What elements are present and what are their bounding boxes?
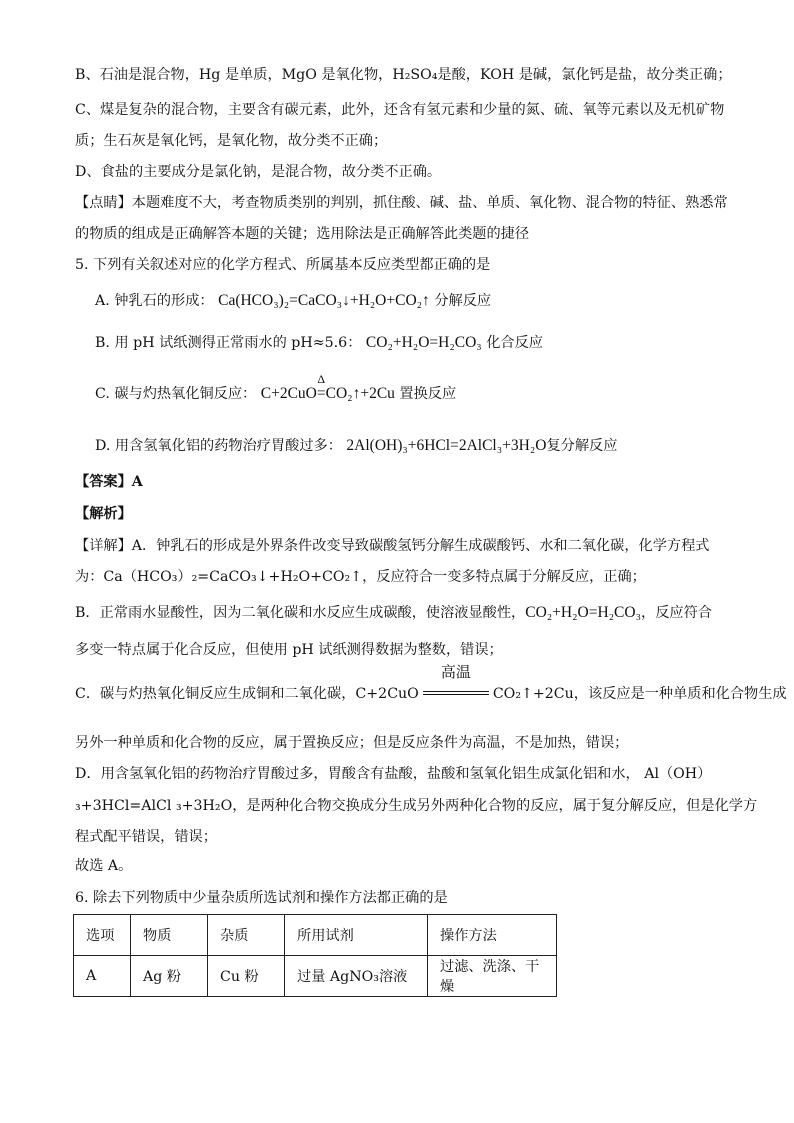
question-5-option-a — [95, 292, 491, 310]
detail-a-line1: 【详解】A．钟乳石的形成是外界条件改变导致碳酸氢钙分解生成碳酸钙、水和二氧化碳，化学方程式 — [75, 538, 710, 554]
question-5-stem: 5. 下列有关叙述对应的化学方程式、所属基本反应类型都正确的是 — [75, 257, 491, 273]
table-cell: Ag 粉 — [131, 956, 208, 997]
detail-c-text-a: C．碳与灼热氧化铜反应生成铜和二氧化碳，C+2CuO — [75, 686, 419, 702]
detail-c-line1 — [75, 663, 787, 703]
table-header-cell: 操作方法 — [428, 915, 557, 956]
comment-line2: 的物质的组成是正确解答本题的关键；选用除法是正确解答此类题的捷径 — [75, 226, 530, 242]
option-a-formula: Ca(HCO₃)₂=CaCO₃↓+H₂O+CO₂↑ — [218, 292, 430, 309]
option-a-text: A. 钟乳石的形成： — [95, 293, 214, 309]
detail-d-line2: ₃+3HCl=AlCl ₃+3H₂O，是两种化合物交换成分生成另外两种化合物的反应，属于复分解反应，但是化学方 — [75, 798, 758, 814]
table-cell: Cu 粉 — [208, 956, 285, 997]
detail-b-line1 — [75, 604, 712, 622]
option-c-equals-with-condition: Δ = — [316, 372, 326, 402]
detail-b-line2: 多变一特点属于化合反应，但使用 pH 试纸测得数据为整数，错误； — [75, 642, 503, 658]
option-c-reaction-type: 置换反应 — [399, 386, 457, 402]
question-6-stem: 6. 除去下列物质中少量杂质所选试剂和操作方法都正确的是 — [75, 890, 448, 906]
option-b-text: B. 用 pH 试纸测得正常雨水的 pH≈5.6： — [95, 335, 362, 351]
comment-line1: 【点睛】本题难度不大，考查物质类别的判别，抓住酸、碱、盐、单质、氧化物、混合物的特征、熟悉常 — [75, 195, 728, 211]
option-c-text: C. 碳与灼热氧化铜反应： — [95, 386, 257, 402]
question-5-option-b — [95, 334, 543, 352]
detail-c-condition: 高温 — [440, 663, 471, 681]
option-d-text: D. 用含氢氧化铝的药物治疗胃酸过多： — [95, 438, 342, 454]
option-b-formula: CO₂+H₂O=H₂CO₃ — [365, 334, 482, 351]
option-a-reaction-type: 分解反应 — [434, 293, 492, 309]
option-c-formula-right: CO₂↑+2Cu — [325, 385, 395, 402]
option-d-formula: 2Al(OH)₃+6HCl=2AlCl₃+3H₂O — [346, 437, 547, 454]
detail-b-text-a: B．正常雨水显酸性，因为二氧化碳和水反应生成碳酸，使溶液显酸性， — [75, 605, 526, 621]
table-header-cell: 所用试剂 — [285, 915, 428, 956]
option-b-explanation: B、石油是混合物，Hg 是单质，MgO 是氧化物，H₂SO₄是酸，KOH 是碱，氯化钙是盐，故分类正确； — [75, 67, 732, 83]
detail-a-line2: 为：Ca（HCO₃）₂=CaCO₃↓+H₂O+CO₂↑，反应符合一变多特点属于分解反应，正确； — [75, 569, 646, 585]
detail-b-text-b: ，反应符合 — [641, 605, 712, 621]
option-c-formula-left: C+2CuO — [260, 385, 317, 402]
question-5-option-c — [95, 372, 457, 403]
table-cell: A — [74, 956, 131, 997]
option-d-explanation: D、食盐的主要成分是氯化钠，是混合物，故分类不正确。 — [75, 164, 442, 180]
option-b-reaction-type: 化合反应 — [486, 335, 543, 351]
detail-d-line1: D．用含氢氧化铝的药物治疗胃酸过多，胃酸含有盐酸，盐酸和氢氧化铝生成氯化铝和水， Al（OH） — [75, 766, 712, 782]
table-cell: 过量 AgNO₃溶液 — [285, 956, 428, 997]
table-header-row — [74, 915, 557, 956]
detail-b-formula: CO₂+H₂O=H₂CO₃ — [525, 604, 641, 621]
analysis-heading: 【解析】 — [75, 506, 132, 522]
question-5-option-d — [95, 437, 617, 455]
detail-c-line2: 另外一种单质和化合物的反应，属于置换反应；但是反应条件为高温，不是加热，错误； — [75, 735, 629, 751]
table-row — [74, 956, 557, 997]
answer-heading: 【答案】A — [75, 474, 143, 490]
table-header-cell: 选项 — [74, 915, 131, 956]
option-c-explanation-line1: C、煤是复杂的混合物，主要含有碳元素，此外，还含有氢元素和少量的氮、硫、氧等元素以及无机矿物 — [75, 102, 725, 118]
high-temperature-equals-sign — [423, 663, 489, 703]
detail-d-line3: 程式配平错误，错误； — [75, 829, 217, 845]
question-6-table — [73, 914, 557, 997]
conclusion: 故选 A。 — [75, 858, 133, 874]
table-header-cell: 杂质 — [208, 915, 285, 956]
detail-c-text-b: CO₂↑+2Cu，该反应是一种单质和化合物生成 — [492, 686, 787, 702]
option-c-explanation-line2: 质；生石灰是氧化钙，是氧化物，故分类不正确； — [75, 133, 388, 149]
option-d-reaction-type: 复分解反应 — [546, 438, 618, 454]
table-cell: 过滤、洗涤、干燥 — [428, 956, 557, 997]
table-header-cell: 物质 — [131, 915, 208, 956]
option-c-condition: Δ — [317, 372, 326, 386]
